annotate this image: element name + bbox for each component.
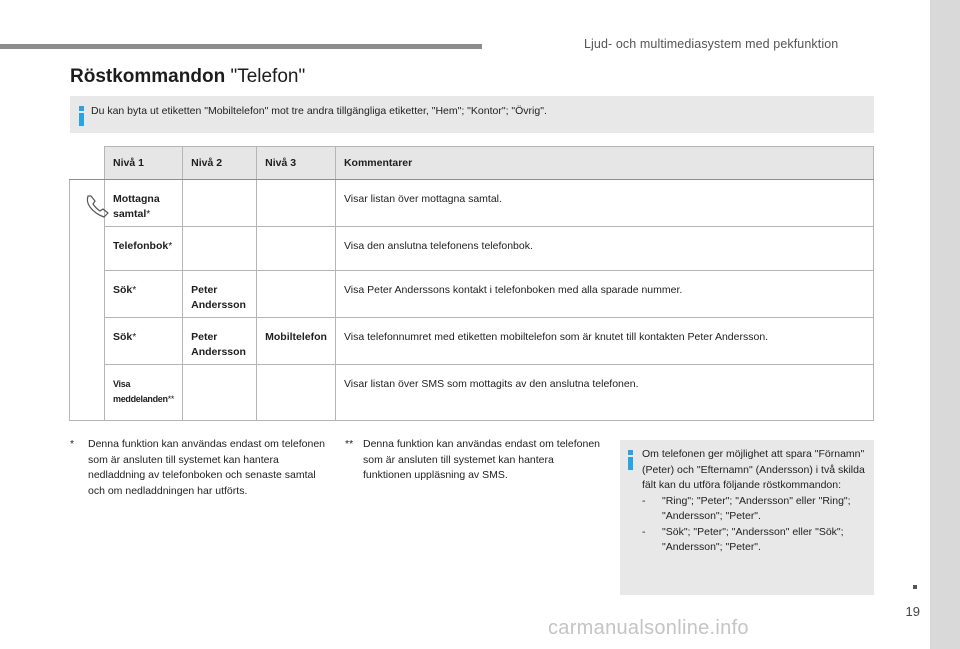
page-title-quoted: "Telefon" [230, 66, 306, 87]
cell-comment: Visar listan över mottagna samtal. [335, 180, 873, 227]
table-row [70, 180, 874, 227]
table-header-level3: Nivå 3 [257, 147, 336, 180]
info-box-label [70, 96, 874, 133]
cell-level2: Peter Andersson [183, 271, 257, 318]
table-header-row [70, 147, 874, 180]
cell-level2 [183, 180, 257, 227]
footnote-single-asterisk [70, 437, 325, 517]
info-box-name-fields-text [642, 447, 872, 556]
cell-comment: Visar listan över SMS som mottagits av den anslutna telefonen. [335, 365, 873, 421]
table-row [70, 227, 874, 271]
page-number: 19 [905, 604, 920, 619]
voice-command-table [69, 146, 874, 421]
cell-level2 [183, 227, 257, 271]
cell-level3: Mobiltelefon [257, 318, 336, 365]
info-intro: Om telefonen ger möjlighet att spara "Förnamn" (Peter) och "Efternamn" (Andersson) i två skilda fält kan du utföra följande röstkommandon: [642, 448, 865, 491]
table-row [70, 271, 874, 318]
cell-comment: Visa Peter Anderssons kontakt i telefonboken med alla sparade nummer. [335, 271, 873, 318]
cell-level1: Telefonbok* [105, 227, 183, 271]
table-header-level2: Nivå 2 [183, 147, 257, 180]
page-title-main: Röstkommandon [70, 66, 231, 87]
info-box-name-fields [620, 440, 874, 595]
footnote-mark: ** [345, 438, 354, 450]
footnote-text: Denna funktion kan användas endast om telefonen som är ansluten till systemet kan hantera funktionen uppläsning av SMS. [363, 438, 601, 481]
cell-level1: Sök* [105, 318, 183, 365]
info-icon [628, 457, 633, 470]
top-rule [0, 44, 482, 49]
cell-level1: Mottagna samtal* [105, 180, 183, 227]
phone-handset-icon [84, 192, 112, 220]
table-row [70, 318, 874, 365]
cell-level3 [257, 365, 336, 421]
list-item: - "Ring"; "Peter"; "Andersson" eller "Ring"; "Andersson"; "Peter". [642, 494, 872, 525]
cell-level2: Peter Andersson [183, 318, 257, 365]
section-header: Ljud- och multimediasystem med pekfunktion [584, 37, 839, 51]
table-header-comments: Kommentarer [335, 147, 873, 180]
cell-level1: Sök* [105, 271, 183, 318]
cell-level2 [183, 365, 257, 421]
table-header-level1: Nivå 1 [105, 147, 183, 180]
table-header-blank [70, 147, 105, 180]
info-icon [79, 113, 84, 126]
info-box-label-text: Du kan byta ut etiketten "Mobiltelefon" mot tre andra tillgängliga etiketter, "Hem"; "Kontor"; "Övrig". [91, 105, 547, 117]
list-item: - "Sök"; "Peter"; "Andersson" eller "Sök"; "Andersson"; "Peter". [642, 525, 872, 556]
cell-level1: Visa meddelanden** [105, 365, 183, 421]
table-row [70, 365, 874, 421]
footnote-double-asterisk [345, 437, 600, 497]
page-marker [913, 585, 917, 589]
footnote-mark: * [70, 438, 75, 450]
page-edge-strip [930, 0, 960, 649]
cell-level3 [257, 227, 336, 271]
footnote-text: Denna funktion kan användas endast om telefonen som är ansluten till systemet kan hantera nedladdning av telefonboken och senaste samtal och om nedladdningen har utförts. [88, 438, 326, 497]
page-title [70, 66, 305, 88]
cell-comment: Visa den anslutna telefonens telefonbok. [335, 227, 873, 271]
cell-level3 [257, 180, 336, 227]
phone-icon-cell [70, 180, 105, 421]
watermark: carmanualsonline.info [548, 617, 749, 639]
command-list [642, 494, 872, 556]
cell-level3 [257, 271, 336, 318]
cell-comment: Visa telefonnumret med etiketten mobiltelefon som är knutet till kontakten Peter Andersson. [335, 318, 873, 365]
